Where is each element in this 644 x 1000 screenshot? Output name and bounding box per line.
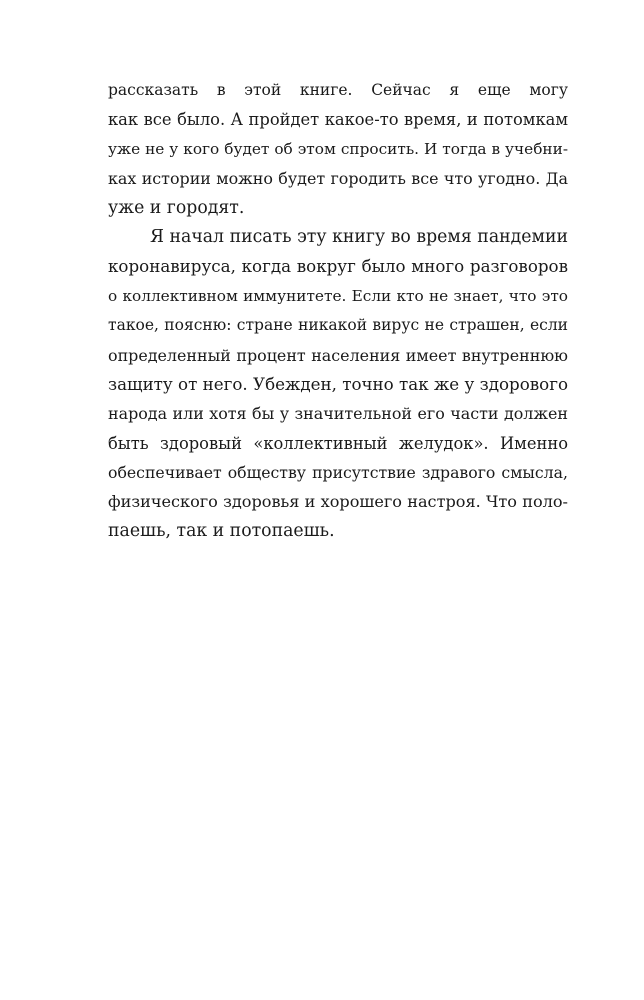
text-line: определенный процент населения имеет внутреннюю: [108, 345, 568, 365]
text-line: такое, поясню: стране никакой вирус не страшен, если: [108, 316, 568, 335]
book-page-text: [108, 76, 568, 546]
text-line: защиту от него. Убежден, точно так же у здорового: [108, 373, 568, 394]
text-line: о коллективном иммунитете. Если кто не знает, что это: [108, 286, 568, 305]
text-line: как все было. А пройдет какое-то время, и потомкам: [108, 110, 568, 130]
paragraph-1: [108, 76, 568, 223]
text-line: уже и городят.: [108, 197, 245, 218]
text-line: Я начал писать эту книгу во время пандемии: [150, 226, 568, 247]
text-line: физического здоровья и хорошего настроя. Что поло-: [108, 492, 568, 512]
text-line: паешь, так и потопаешь.: [108, 520, 335, 541]
text-line: ках истории можно будет городить все что угодно. Да: [108, 169, 568, 189]
paragraph-2: [108, 223, 568, 546]
text-line: рассказать в этой книге. Сейчас я еще могу: [108, 81, 568, 99]
text-line: коронавируса, когда вокруг было много разговоров: [108, 256, 568, 277]
text-line: быть здоровый «коллективный желудок». Именно: [108, 433, 568, 453]
text-line: народа или хотя бы у значительной его части должен: [108, 404, 568, 424]
text-line: обеспечивает обществу присутствие здравого смысла,: [108, 463, 568, 483]
text-line: уже не у кого будет об этом спросить. И тогда в учебни-: [108, 139, 568, 158]
